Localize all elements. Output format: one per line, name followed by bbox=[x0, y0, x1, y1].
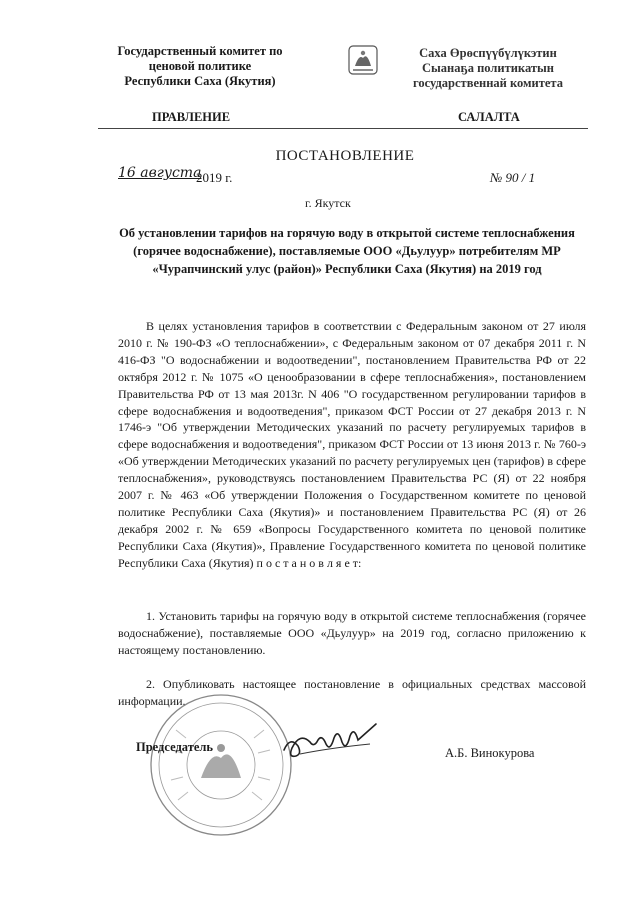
issuer-name-yakut bbox=[388, 46, 588, 91]
issuer-line: государственнай комитета bbox=[413, 76, 563, 90]
board-label-yakut: САЛАЛТА bbox=[458, 110, 520, 124]
document-subject: Об установлении тарифов на горячую воду в открытой системе теплоснабжения (горячее водоснабжение), поставляемые ООО «Дьулуур» потребителям МР «Чурапчинский улус (район)» Республики Саха (Якутия) на 2019 год bbox=[119, 226, 575, 276]
chair-name: А.Б. Винокурова bbox=[445, 746, 535, 760]
preamble-paragraph: В целях установления тарифов в соответствии с Федеральным законом от 27 июля 2010 г. № 190-ФЗ «О теплоснабжении», с Федеральным законом от 07 декабря 2011 г. N 416-ФЗ "О водоснабжении и водоотведении", постановлением Правительства РФ от 22 октября 2012 г. № 1075 «О ценообразовании в сфере теплоснабжения», постановлением Правительства РФ от 13 мая 2013г. N 406 "О государственном регулировании тарифов в сфере водоснабжения и водоотведения", приказом ФСТ России от 27 декабря 2013 г. N 1746-э "Об утверждении Методических указаний по расчету регулируемых тарифов в сфере водоснабжения и водоотведения", приказом ФСТ России от 13 июня 2013 г. № 760-э «Об утверждении Методических указаний по расчету регулируемых цен (тарифов) в сфере теплоснабжения», руководствуясь постановлением Правительства РС (Я) от 22 ноября 2007 г. № 463 «Об утверждении Положения о Государственном комитете по ценовой политике Республики Саха (Якутия)» и постановлением Правительства РС (Я) от 26 декабря 2002 г. № 659 «Вопросы Государственного комитета по ценовой политике Республики Саха (Якутия)», Правление Государственного комитета по ценовой политике Республики Саха (Якутия) п о с т а н о в л я е т: bbox=[118, 319, 586, 570]
issuer-line: Государственный комитет по bbox=[117, 44, 283, 58]
document-city: г. Якутск bbox=[305, 196, 351, 210]
issuer-line: ценовой политике bbox=[148, 59, 252, 73]
issuer-line: Республики Саха (Якутия) bbox=[124, 74, 276, 88]
handwritten-signature-icon bbox=[280, 718, 380, 768]
resolution-item-1: 1. Установить тарифы на горячую воду в открытой системе теплоснабжения (горячее водоснабжение), поставляемые ООО «Дьулуур» на 2019 год, согласно приложению к настоящему постановлению. bbox=[118, 609, 586, 657]
chair-label: Председатель bbox=[136, 740, 214, 754]
board-label-russian: ПРАВЛЕНИЕ bbox=[152, 110, 231, 124]
document-number: № 90 / 1 bbox=[490, 170, 536, 185]
issuer-name-russian bbox=[100, 44, 300, 89]
coat-of-arms-icon bbox=[345, 44, 381, 80]
document-title: ПОСТАНОВЛЕНИЕ bbox=[275, 148, 415, 164]
date-year: 2019 г. bbox=[196, 170, 233, 185]
issuer-line: Сыанаҕа политикатын bbox=[422, 61, 554, 75]
date-handwritten: 16 августа bbox=[118, 165, 202, 181]
preamble bbox=[118, 318, 586, 572]
resolution-item-2: 2. Опубликовать настоящее постановление в официальных средствах массовой информации. bbox=[118, 677, 586, 708]
issuer-line: Саха Өрөспүүбүлүкэтин bbox=[419, 46, 557, 60]
header-divider bbox=[98, 128, 588, 129]
official-seal-icon bbox=[146, 690, 296, 840]
